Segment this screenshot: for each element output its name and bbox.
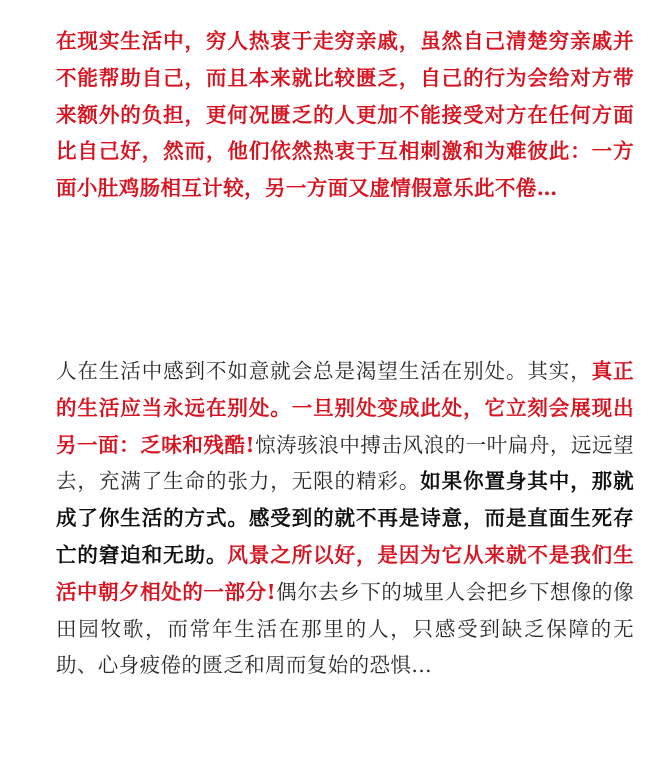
paragraph-life-elsewhere bbox=[56, 353, 634, 684]
text-segment: 惊涛骇浪中搏击风浪的一叶扁舟，远远望去，充满了生命的张力，无限的精彩。 bbox=[56, 432, 635, 494]
text-segment-emphasis-red: 风景之所以好，是因为它从来就不是我们生活中朝夕相处的一部分! bbox=[56, 542, 634, 604]
text-segment-emphasis-red: 真正的生活应当永远在别处。一旦别处变成此处，它立刻会展现出另一面：乏味和残酷! bbox=[56, 359, 634, 457]
text-segment: 人在生活中感到不如意就会总是渴望生活在别处。其实， bbox=[56, 359, 592, 383]
text-segment: 偶尔去乡下的城里人会把乡下想像的像田园牧歌，而常年生活在那里的人，只感受到缺乏保障的无助、心身疲倦的匮乏和周而复始的恐惧… bbox=[56, 579, 634, 678]
text-segment-emphasis-black: 如果你置身其中，那就成了你生活的方式。感受到的就不再是诗意，而是直面生死存亡的窘迫和无助。 bbox=[56, 469, 634, 567]
paragraph-poor-relatives: 在现实生活中，穷人热衷于走穷亲戚，虽然自己清楚穷亲戚并不能帮助自己，而且本来就比较匮乏，自己的行为会给对方带来额外的负担，更何况匮乏的人更加不能接受对方在任何方面比自己好，然而，他们依然热衷于互相刺激和为难彼此：一方面小肚鸡肠相互计较，另一方面又虚情假意乐此不倦… bbox=[56, 29, 634, 201]
